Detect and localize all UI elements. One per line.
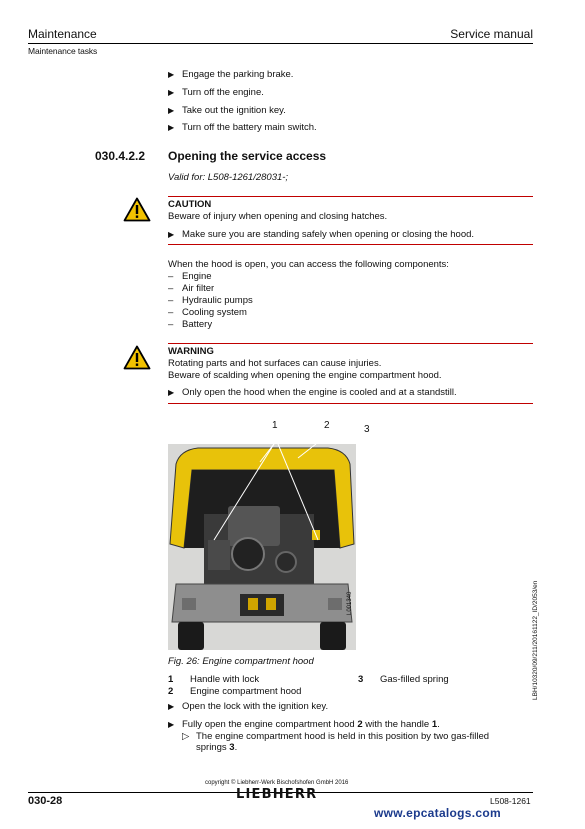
list-item: – Hydraulic pumps <box>168 295 253 306</box>
warning-top-rule <box>168 343 533 344</box>
footer-model: L508-1261 <box>490 796 531 806</box>
document-side-code: LBH/10320/09/211/20161122_ID/2053/en <box>532 580 539 700</box>
callout-2: 2 <box>324 420 330 431</box>
figure-caption: Fig. 26: Engine compartment hood <box>168 656 314 667</box>
warning-title: WARNING <box>168 346 214 357</box>
caution-title: CAUTION <box>168 199 212 210</box>
header-doc-type: Service manual <box>450 27 533 41</box>
watermark-link[interactable]: www.epcatalogs.com <box>374 806 501 820</box>
brand-logo: LIEBHERR <box>236 787 318 802</box>
triangle-right-icon: ▶ <box>168 702 175 711</box>
caution-action: ▶ Make sure you are standing safely when opening or closing the hood. <box>168 229 475 240</box>
triangle-right-icon: ▶ <box>168 230 175 239</box>
list-item: – Cooling system <box>168 307 247 318</box>
section-number: 030.4.2.2 <box>95 149 146 163</box>
triangle-right-icon: ▶ <box>168 70 175 79</box>
engine-compartment-drawing <box>168 444 356 650</box>
header-subtitle: Maintenance tasks <box>28 46 98 56</box>
caution-top-rule <box>168 196 533 197</box>
warning-text: Beware of scalding when opening the engine compartment hood. <box>168 370 442 381</box>
step-item: ▶ Turn off the engine. <box>168 87 264 98</box>
legend-row: 1 Handle with lock 3 Gas-filled spring <box>168 674 449 685</box>
step-result: ▷ The engine compartment hood is held in this position by two gas-filled springs 3. <box>182 731 490 753</box>
hollow-triangle-right-icon: ▷ <box>182 731 190 742</box>
triangle-right-icon: ▶ <box>168 123 175 132</box>
figure-legend <box>168 674 468 698</box>
triangle-right-icon: ▶ <box>168 720 175 729</box>
callout-1: 1 <box>272 420 278 431</box>
step-item: ▶ Turn off the battery main switch. <box>168 122 317 133</box>
warning-triangle-icon <box>123 197 151 222</box>
legend-row: 2 Engine compartment hood <box>168 686 302 697</box>
valid-for-note: Valid for: L508-1261/28031-; <box>168 172 289 183</box>
caution-text: Beware of injury when opening and closing hatches. <box>168 211 388 222</box>
warning-bottom-rule <box>168 403 533 404</box>
list-item: – Engine <box>168 271 212 282</box>
step-item: ▶ Open the lock with the ignition key. <box>168 701 329 712</box>
photo-reference-id: L001340 <box>347 591 353 615</box>
callout-3: 3 <box>364 424 370 435</box>
triangle-right-icon: ▶ <box>168 88 175 97</box>
warning-text: Rotating parts and hot surfaces can cause injuries. <box>168 358 382 369</box>
header-rule <box>28 43 533 44</box>
step-item: ▶ Fully open the engine compartment hood 2 with the handle 1. <box>168 719 440 730</box>
list-item: – Air filter <box>168 283 215 294</box>
triangle-right-icon: ▶ <box>168 106 175 115</box>
page-number: 030-28 <box>28 795 63 807</box>
step-item: ▶ Engage the parking brake. <box>168 69 294 80</box>
section-title: Opening the service access <box>168 149 327 163</box>
step-item: ▶ Take out the ignition key. <box>168 105 286 116</box>
warning-triangle-icon <box>123 345 151 370</box>
caution-bottom-rule <box>168 244 533 245</box>
engine-compartment-photo <box>168 444 356 650</box>
header-section-title: Maintenance <box>28 27 97 41</box>
components-intro: When the hood is open, you can access the following components: <box>168 259 449 270</box>
list-item: – Battery <box>168 319 213 330</box>
triangle-right-icon: ▶ <box>168 388 175 397</box>
footer-copyright: copyright © Liebherr-Werk Bischofshofen GmbH 2016 <box>205 780 349 786</box>
components-list <box>168 271 253 331</box>
warning-action: ▶ Only open the hood when the engine is cooled and at a standstill. <box>168 387 457 398</box>
